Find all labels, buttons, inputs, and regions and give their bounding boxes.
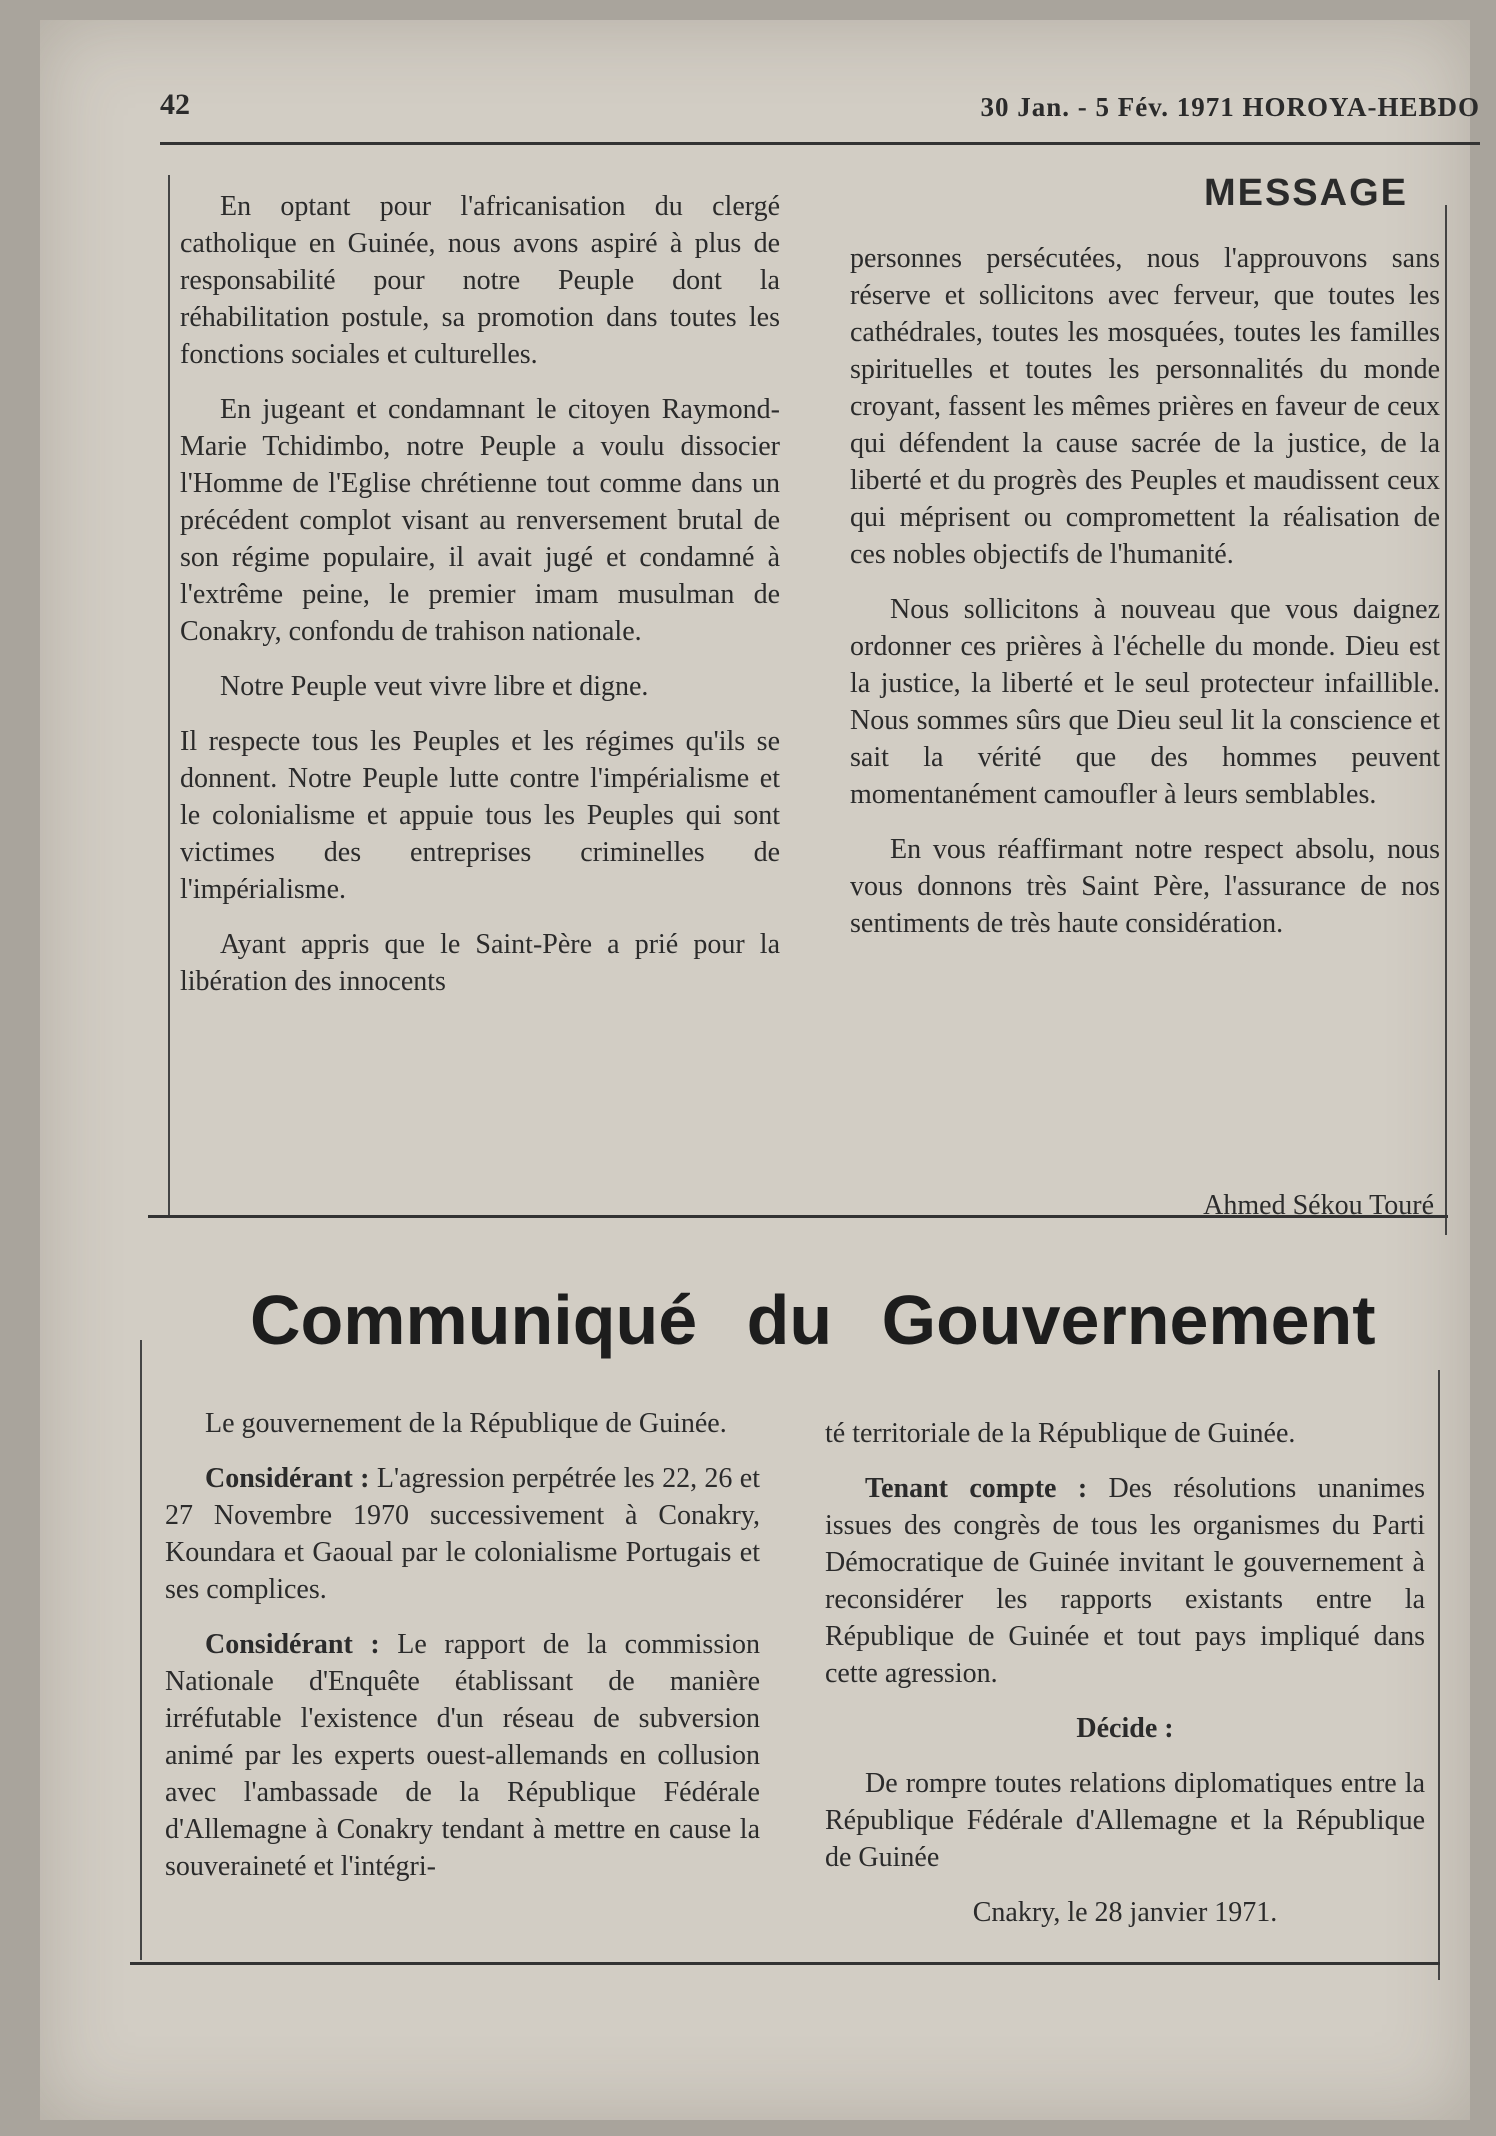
message-paragraph: En optant pour l'africanisation du clergé catholique en Guinée, nous avons aspiré à plus de responsabilité pour notre Peuple dont la réhabilitation postule, sa promotion dans toutes les fonctions sociales et culturelles. (180, 191, 780, 370)
communique-considerant-2 (165, 1626, 760, 1885)
page-header (160, 80, 1480, 140)
dateline-masthead: 30 Jan. - 5 Fév. 1971 HOROYA-HEBDO (980, 92, 1480, 122)
message-paragraph: Notre Peuple veut vivre libre et digne. (220, 671, 649, 702)
considerant-text: L'agression perpétrée les 22, 26 et 27 Novembre 1970 successivement à Conakry, Koundara et Gaoual par le colonialisme Portugais et ses complices. (165, 1463, 760, 1605)
tenant-label: Tenant compte : (865, 1473, 1088, 1504)
header-rule (160, 142, 1480, 145)
communique-continuation: té territoriale de la République de Guinée. (825, 1418, 1296, 1449)
decide-label: Décide : (1076, 1713, 1174, 1744)
message-title: MESSAGE (1203, 172, 1408, 214)
communique-title: Communiqué du Gouvernement (250, 1281, 1376, 1359)
tenant-text: Des résolutions unanimes issues des congrès de tous les organismes du Parti Démocratique de Guinée invitant le gouvernement à reconsidérer les rapports existants entre la République de Guinée et tout pays impliqué dans cette agression. (825, 1473, 1425, 1689)
message-paragraph: Il respecte tous les Peuples et les régimes qu'ils se donnent. Notre Peuple lutte contre l'impérialisme et le colonialisme et appuie tous les Peuples qui sont victimes des entreprises criminelles de l'impérialisme. (180, 726, 780, 905)
considerant-label: Considérant : (205, 1463, 370, 1494)
message-paragraph: En jugeant et condamnant le citoyen Raymond-Marie Tchidimbo, notre Peuple a voulu dissocier l'Homme de l'Eglise chrétienne tout comme dans un précédent complot visant au renversement brutal de son régime populaire, il avait jugé et condamné à l'extrême peine, le premier imam musulman de Conakry, confondu de trahison nationale. (180, 394, 780, 647)
communique-considerant-1 (165, 1460, 760, 1608)
considerant-label: Considérant : (205, 1629, 380, 1660)
page-number: 42 (160, 88, 190, 121)
decide-text: De rompre toutes relations diplomatiques entre la République Fédérale d'Allemagne et la République de Guinée (825, 1768, 1425, 1873)
message-paragraph: Ayant appris que le Saint-Père a prié pour la libération des innocents (180, 929, 780, 997)
communique-column-left (165, 1405, 760, 1965)
communique-frame-right (1438, 1370, 1440, 1980)
communique-intro: Le gouvernement de la République de Guinée. (205, 1408, 727, 1439)
communique-dateline: Cnakry, le 28 janvier 1971. (972, 1897, 1278, 1928)
message-signature: Ahmed Sékou Touré (1203, 1190, 1434, 1221)
message-paragraph: personnes persécutées, nous l'approuvons sans réserve et sollicitons avec ferveur, que toutes les cathédrales, toutes les mosquées, toutes les familles spirituelles et toutes les personnalités du monde croyant, fassent les mêmes prières en faveur de ceux qui défendent la cause sacrée de la justice, de la liberté et du progrès des Peuples et maudissent ceux qui méprisent ou compromettent la réalisation de ces nobles objectifs de l'humanité. (850, 243, 1440, 570)
communique-column-right (825, 1415, 1425, 1975)
message-paragraph: En vous réaffirmant notre respect absolu, nous vous donnons très Saint Père, l'assurance de nos sentiments de très haute considération. (850, 834, 1440, 939)
message-paragraph: Nous sollicitons à nouveau que vous daignez ordonner ces prières à l'échelle du monde. Dieu est la justice, la liberté et le seul protecteur infaillible. Nous sommes sûrs que Dieu seul lit la conscience et sait la vérité que des hommes peuvent momentanément camoufler à leurs semblables. (850, 594, 1440, 810)
message-frame-left (168, 175, 170, 1215)
message-frame-right (1445, 205, 1447, 1235)
message-column-left (180, 188, 780, 1218)
communique-frame-left (140, 1340, 142, 1960)
considerant-text: Le rapport de la commission Nationale d'Enquête établissant de manière irréfutable l'existence d'un réseau de subversion animé par les experts ouest-allemands en collusion avec l'ambassade de la République Fédérale d'Allemagne à Conakry tendant à mettre en cause la souveraineté et l'intégri- (165, 1629, 760, 1882)
communique-tenant-compte (825, 1470, 1425, 1692)
message-column-right (850, 240, 1440, 1220)
